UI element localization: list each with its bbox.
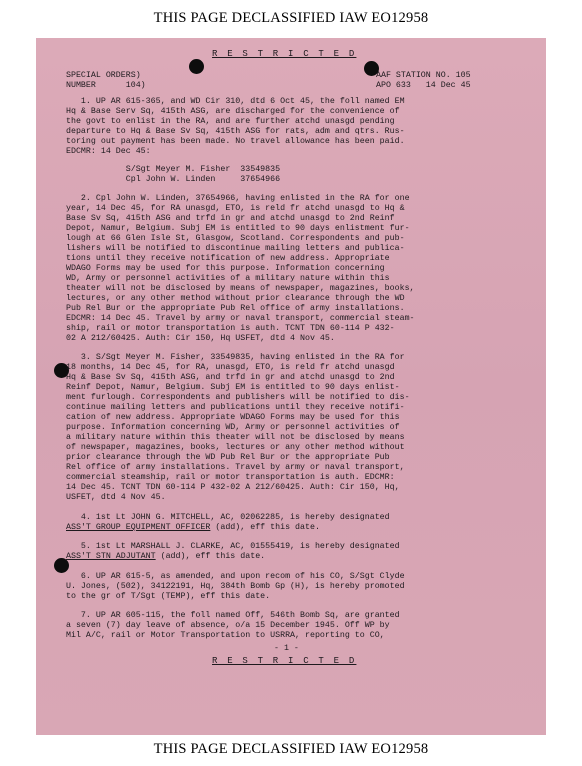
text-line: WD, Army or personnel activities of a military nature within this — [66, 274, 390, 283]
classification-marking-bottom: R E S T R I C T E D — [212, 656, 357, 666]
text-line: ment furlough. Correspondents and publishers will be notified to dis- — [66, 393, 410, 402]
page-number: - 1 - — [274, 644, 299, 653]
text-line: 1. UP AR 615-365, and WD Cir 310, dtd 6 Oct 45, the foll named EM — [66, 97, 405, 106]
declassification-banner-top: THIS PAGE DECLASSIFIED IAW EO12958 — [153, 10, 429, 26]
personnel-entry: Cpl John W. Linden 37654966 — [66, 175, 281, 184]
text-line: 2. Cpl John W. Linden, 37654966, having enlisted in the RA for one — [66, 194, 410, 203]
text-line: lishers will be notified to discontinue mailing letters and publica- — [66, 244, 405, 253]
text-line: cation of new address. Appropriate WDAGO Forms may be used for this — [66, 413, 400, 422]
station-label: AAF STATION NO. 105 — [376, 71, 471, 80]
text-line: Hq & Base Sv Sq, 415th ASG, and trfd in gr and atchd unasgd to 2nd — [66, 373, 395, 382]
designated-title: ASS'T GROUP EQUIPMENT OFFICER — [66, 523, 211, 532]
text-line: the govt to enlist in the RA, and are further atchd unasgd pending — [66, 117, 395, 126]
text-line: a seven (7) day leave of absence, o/a 15 December 1945. Off WP by — [66, 621, 390, 630]
text-line: lectures, or any other method without prior clearance through the WD — [66, 294, 405, 303]
text-line: 3. S/Sgt Meyer M. Fisher, 33549835, having enlisted in the RA for — [66, 353, 405, 362]
text-line: 4. 1st Lt JOHN G. MITCHELL, AC, 02062285, is hereby designated — [66, 513, 390, 522]
text-line: USFET, dtd 4 Nov 45. — [66, 493, 166, 502]
classification-marking-top: R E S T R I C T E D — [212, 49, 357, 59]
designated-title: ASS'T STN ADJUTANT — [66, 552, 156, 561]
text-line: Reinf Depot, Namur, Belgium. Subj EM is entitled to 90 days enlist- — [66, 383, 400, 392]
text-line: lough at 66 Glen Isle St, Glasgow, Scotland. Correspondents and pub- — [66, 234, 405, 243]
document-page — [36, 38, 546, 735]
text-line: 6. UP AR 615-5, as amended, and upon recom of his CO, S/Sgt Clyde — [66, 572, 405, 581]
text-line: Pub Rel Bur or the appropriate Pub Rel office of army installations. — [66, 304, 405, 313]
text-line: 18 months, 14 Dec 45, for RA, unasgd, ETO, is reld fr atchd unasgd — [66, 363, 395, 372]
text-line: WDAGO Forms may be used for this purpose. Information concerning — [66, 264, 385, 273]
text-line: Depot, Namur, Belgium. Subj EM is entitled to 90 days enlistment fur- — [66, 224, 410, 233]
order-number: NUMBER 104) — [66, 81, 146, 90]
text-line: theater will not be disclosed by means of newspaper, magazines, books, — [66, 284, 415, 293]
personnel-entry: S/Sgt Meyer M. Fisher 33549835 — [66, 165, 281, 174]
text-line: of newspaper, magazines, books, lectures or any other method without — [66, 443, 405, 452]
text-line: 5. 1st Lt MARSHALL J. CLARKE, AC, 01555419, is hereby designated — [66, 542, 400, 551]
text-line: purpose. Information concerning WD, Army or personnel activities of — [66, 423, 400, 432]
text-line: Hq & Base Serv Sq, 415th ASG, are discharged for the convenience of — [66, 107, 400, 116]
text-line: 7. UP AR 605-115, the foll named Off, 546th Bomb Sq, are granted — [66, 611, 400, 620]
text-line: commercial steamship, rail or motor transportation is auth. EDCMR: — [66, 473, 395, 482]
text-line: 02 A 212/60425. Auth: Cir 150, Hq USFET, dtd 4 Nov 45. — [66, 334, 335, 343]
text-line: prior clearance through the WD Pub Rel Bur or the appropriate Pub — [66, 453, 390, 462]
text-line: a military nature within this theater will not be disclosed by means — [66, 433, 405, 442]
text-line: continue mailing letters and publications until they receive notifi- — [66, 403, 405, 412]
text-line: toring out payment has been made. No travel allowance has been paid. — [66, 137, 405, 146]
designation-rest: (add), eff this date. — [155, 552, 266, 561]
designation-line — [66, 552, 265, 562]
special-orders-label: SPECIAL ORDERS) — [66, 71, 141, 80]
text-line: U. Jones, (502), 34122191, Hq, 384th Bomb Gp (H), is hereby promoted — [66, 582, 405, 591]
text-line: year, 14 Dec 45, for RA unasgd, ETO, is reld fr atchd unasgd to Hq & — [66, 204, 405, 213]
text-line: ship, rail or motor transportation is auth. TCNT TDN 60-114 P 432- — [66, 324, 395, 333]
text-line: 14 Dec 45. TCNT TDN 60-114 P 432-02 A 212/60425. Auth: Cir 150, Hq, — [66, 483, 400, 492]
text-line: tions until they receive notification of new address. Appropriate — [66, 254, 390, 263]
text-line: Rel office of army installations. Travel by army or naval transport, — [66, 463, 405, 472]
text-line: Base Sv Sq, 415th ASG and trfd in gr and atchd unasgd to 2nd Reinf — [66, 214, 395, 223]
text-line: EDCMR: 14 Dec 45: — [66, 147, 151, 156]
text-line: to the gr of T/Sgt (TEMP), eff this date. — [66, 592, 271, 601]
designation-rest: (add), eff this date. — [210, 523, 320, 532]
text-line: departure to Hq & Base Sv Sq, 415th ASG for rats, adm and qtrs. Rus- — [66, 127, 405, 136]
designation-line — [66, 523, 320, 533]
text-line: EDCMR: 14 Dec 45. Travel by army or naval transport, commercial steam- — [66, 314, 415, 323]
punch-hole-1 — [189, 59, 204, 74]
apo-date: APO 633 14 Dec 45 — [376, 81, 471, 90]
declassification-banner-bottom: THIS PAGE DECLASSIFIED IAW EO12958 — [153, 741, 429, 757]
text-line: Mil A/C, rail or Motor Transportation to USRRA, reporting to CO, — [66, 631, 385, 640]
